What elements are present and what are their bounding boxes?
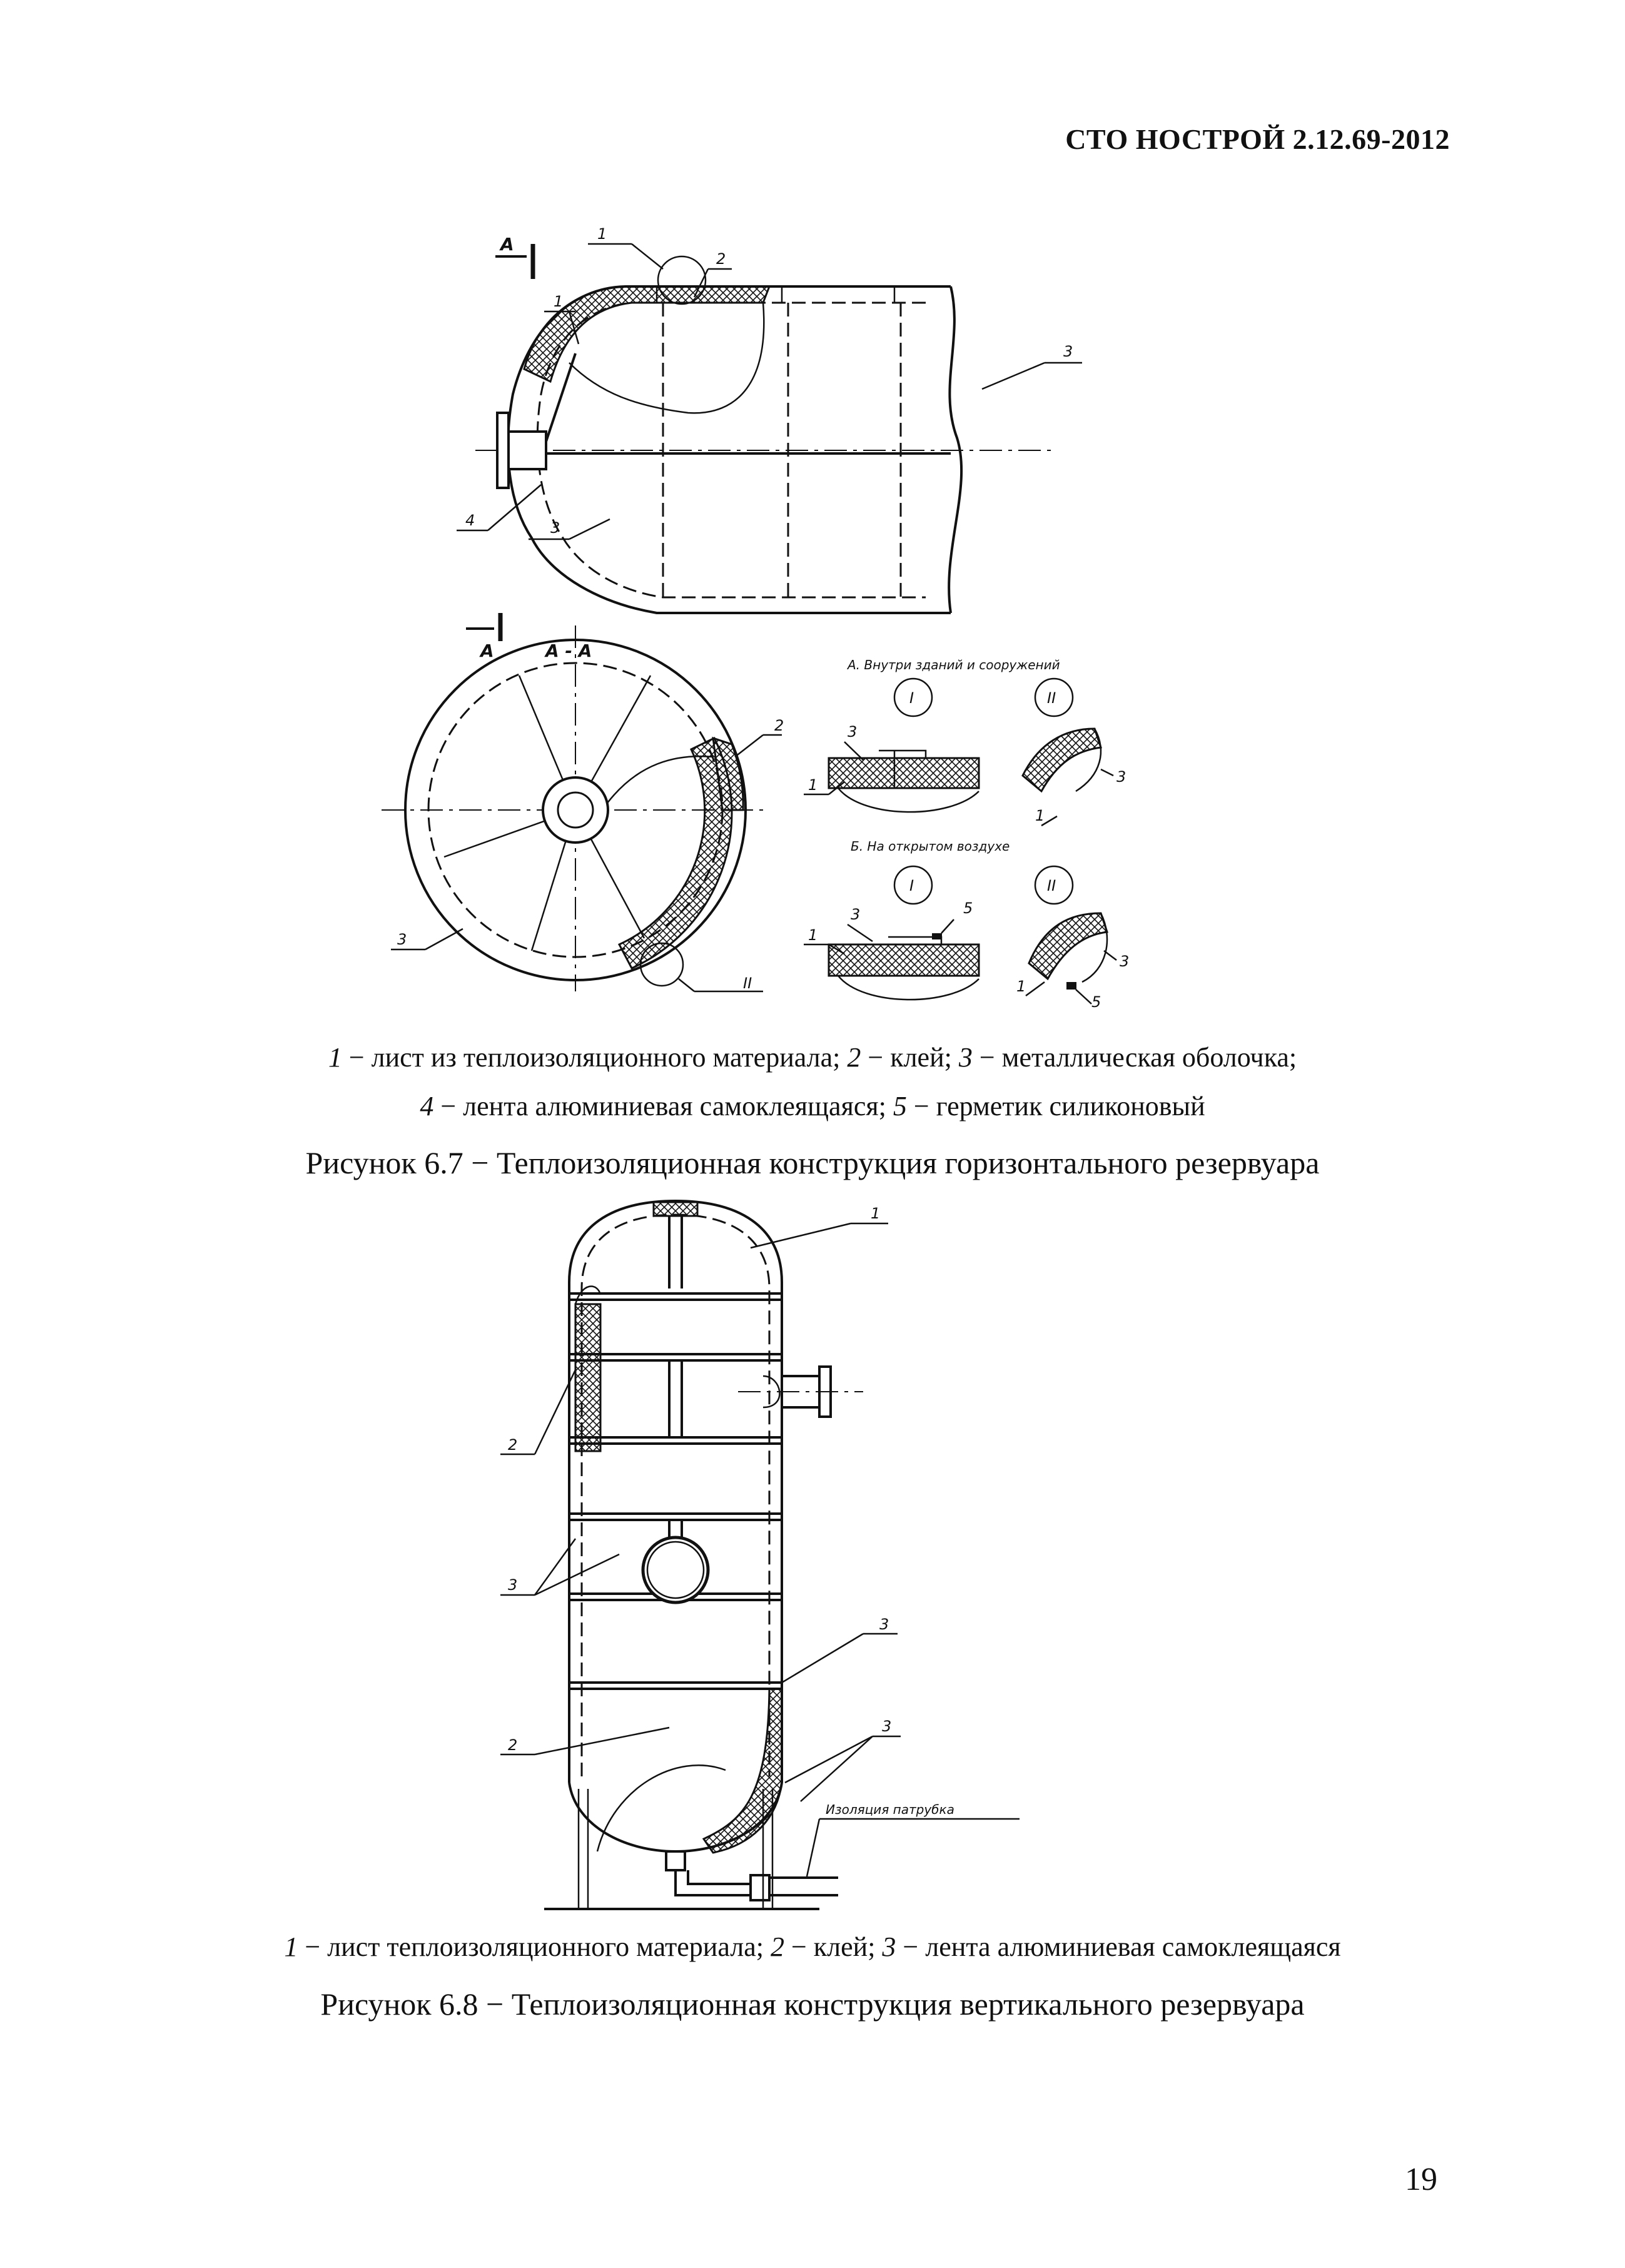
detail-b-marker-ii: II bbox=[1047, 877, 1056, 894]
vt-callout-1: 1 bbox=[871, 1205, 881, 1222]
callout-1-left: 1 bbox=[554, 293, 564, 310]
detail-a-marker-ii: II bbox=[1047, 689, 1056, 707]
detail-b-callout-5: 5 bbox=[963, 899, 973, 917]
detail-b-callout-5b: 5 bbox=[1091, 993, 1101, 1011]
vt-pipe-insulation-label: Изоляция патрубка bbox=[826, 1802, 954, 1817]
vt-callout-2-lower: 2 bbox=[508, 1736, 518, 1754]
callout-3-section: 3 bbox=[397, 931, 407, 948]
detail-b-callout-3: 3 bbox=[851, 906, 861, 923]
detail-b-callout-1: 1 bbox=[808, 926, 818, 944]
detail-a-indoor bbox=[804, 657, 1126, 826]
callout-3-right: 3 bbox=[1063, 343, 1073, 360]
detail-b-marker-i: I bbox=[909, 877, 914, 894]
callout-1-top: 1 bbox=[597, 225, 607, 243]
detail-b-callout-1b: 1 bbox=[1016, 978, 1026, 995]
detail-a-callout-1b: 1 bbox=[1035, 807, 1045, 824]
section-mark-top bbox=[495, 234, 533, 279]
callout-2-section: 2 bbox=[774, 717, 784, 734]
document-code: СТО НОСТРОЙ 2.12.69-2012 bbox=[1065, 123, 1450, 155]
figure-6-8-legend: 1 − лист теплоизоляционного материала; 2 − клей; 3 − лента алюминиевая самоклеящаяся bbox=[284, 1931, 1341, 1962]
detail-b-callout-3b: 3 bbox=[1120, 953, 1130, 970]
vertical-tank bbox=[544, 1201, 863, 1909]
vt-callout-3-bottom: 3 bbox=[882, 1718, 892, 1735]
detail-a-callout-3: 3 bbox=[848, 723, 858, 741]
callout-3-lower: 3 bbox=[550, 519, 560, 537]
callout-4: 4 bbox=[465, 512, 475, 529]
page-number: 19 bbox=[1405, 2162, 1437, 2197]
section-letter-top: А bbox=[500, 234, 514, 255]
vt-callout-3-left: 3 bbox=[508, 1576, 518, 1594]
figure-6-7-legend-line-2: 4 − лента алюминиевая самоклеящаяся; 5 − герметик силиконовый bbox=[420, 1091, 1205, 1121]
figure-6-7-legend-line-1: 1 − лист из теплоизоляционного материала; 2 − клей; 3 − металлическая оболочка; bbox=[328, 1042, 1297, 1073]
detail-a-callout-3b: 3 bbox=[1116, 768, 1126, 786]
detail-a-callout-1: 1 bbox=[808, 776, 818, 794]
vt-callout-2-upper: 2 bbox=[508, 1436, 518, 1454]
detail-b-outdoor bbox=[804, 839, 1129, 1011]
section-letter-bottom: А bbox=[480, 640, 494, 661]
section-title-aa: А - А bbox=[545, 640, 592, 661]
detail-b-title: Б. На открытом воздухе bbox=[851, 839, 1010, 854]
callout-ii-section: II bbox=[743, 975, 752, 992]
vt-callout-3-right: 3 bbox=[879, 1616, 889, 1633]
callout-2-top: 2 bbox=[716, 250, 726, 268]
figure-6-8-caption: Рисунок 6.8 − Теплоизоляционная конструкция вертикального резервуара bbox=[320, 1987, 1305, 2022]
cross-section-aa bbox=[382, 625, 769, 991]
detail-a-marker-i: I bbox=[909, 689, 914, 707]
figure-6-7-caption: Рисунок 6.7 − Теплоизоляционная конструкция горизонтального резервуара bbox=[305, 1145, 1320, 1180]
detail-a-title: А. Внутри зданий и сооружений bbox=[848, 657, 1060, 672]
section-mark-bottom bbox=[466, 613, 592, 661]
figure-6-7-drawing bbox=[363, 225, 1426, 1032]
figure-6-8-drawing bbox=[488, 1188, 1113, 1914]
